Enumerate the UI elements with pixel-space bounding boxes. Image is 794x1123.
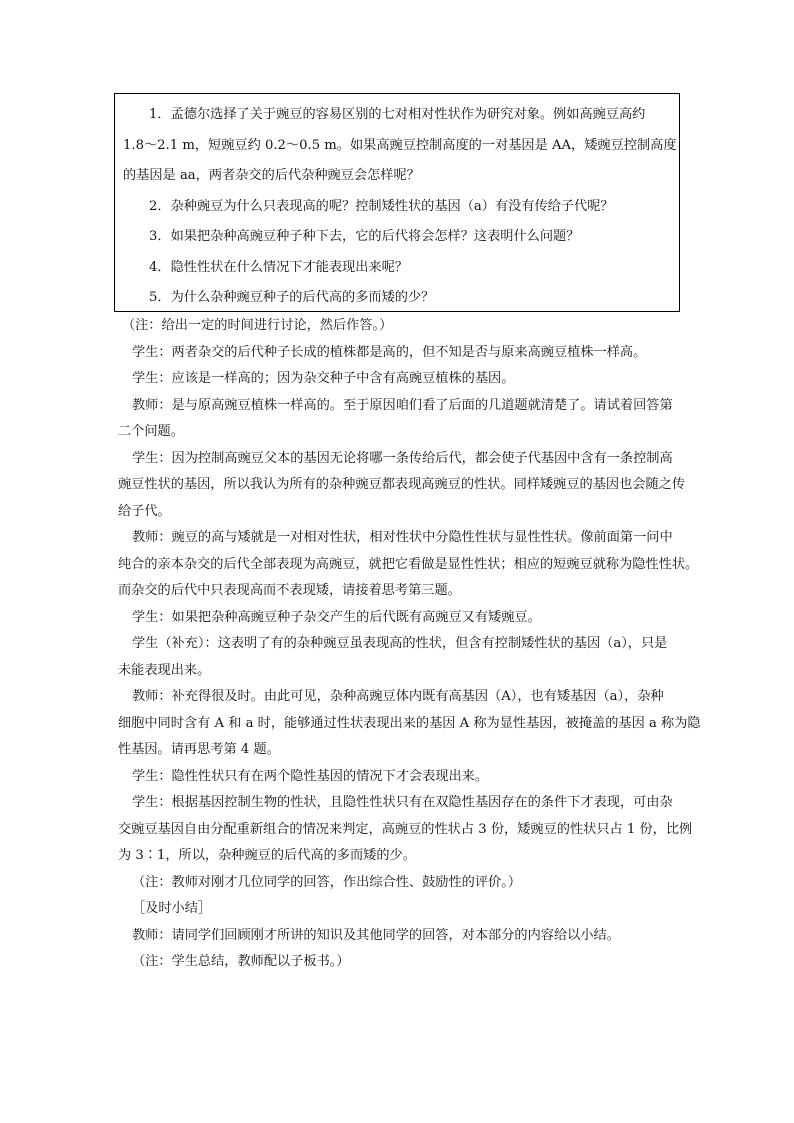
paragraph-line: 学生：如果把杂种高豌豆种子杂交产生的后代既有高豌豆又有矮豌豆。 [132,609,541,625]
question-box [114,93,680,312]
paragraph-line: 学生：隐性性状只有在两个隐性基因的情况下才会表现出来。 [132,768,489,784]
paragraph [118,366,701,393]
paragraph-line: 教师：请同学们回顾刚才所讲的知识及其他同学的回答，对本部分的内容给以小结。 [132,927,620,943]
paragraph [118,446,701,526]
question-line: 4．隐性性状在什么情况下才能表现出来呢？ [149,259,408,275]
paragraph [118,949,701,976]
paragraph-line: 豌豆性状的基因，所以我认为所有的杂种豌豆都表现高豌豆的性状。同样矮豌豆的基因也会随之传 [118,477,686,492]
paragraph-line: 纯合的亲本杂交的后代全部表现为高豌豆，就把它看做是显性性状；相应的短豌豆就称为隐性性状。 [118,556,699,572]
question-line: 3．如果把杂种高豌豆种子种下去，它的后代将会怎样？这表明什么问题？ [149,229,580,244]
paragraph-line: 学生（补充）：这表明了有的杂种豌豆虽表现高的性状，但含有控制矮性状的基因（a），只是 [132,636,668,651]
paragraph-line: 给子代。 [118,503,171,519]
paragraph [118,870,701,897]
paragraph-line: 性基因。请再思考第 4 题。 [118,742,280,757]
paragraph-line: 学生：应该是一样高的；因为杂交种子中含有高豌豆植株的基因。 [132,371,515,386]
paragraph [118,525,701,605]
question-line: 2．杂种豌豆为什么只表现高的呢？控制矮性状的基因（a）有没有传给子代呢？ [149,198,614,214]
paragraph-line: 为 3∶1，所以，杂种豌豆的后代高的多而矮的少。 [118,848,416,863]
paragraph [118,393,701,446]
paragraph [118,605,701,632]
question-line: 1.8～2.1 m，短豌豆约 0.2～0.5 m。如果高豌豆控制高度的一对基因是 AA，矮豌豆控制高度 [123,137,677,153]
paragraph-line: 教师：是与原高豌豆植株一样高的。至于原因咱们看了后面的几道题就清楚了。请试着回答第 [132,397,673,413]
paragraph-line: 而杂交的后代中只表现高而不表现矮，请接着思考第三题。 [118,583,461,598]
paragraph-line: 细胞中同时含有 A 和 a 时，能够通过性状表现出来的基因 A 称为显性基因，被掩盖的基因 a 称为隐 [118,715,701,731]
paragraph [118,684,701,764]
paragraph-line: 学生：两者杂交的后代种子长成的植株都是高的，但不知是否与原来高豌豆植株一样高。 [132,344,647,360]
paragraph-line: （注：给出一定的时间进行讨论，然后作答。） [122,318,393,333]
paragraph [118,340,701,367]
question-line: 5．为什么杂种豌豆种子的后代高的多而矮的少？ [149,290,435,305]
paragraph [118,790,701,870]
paragraph [118,313,701,340]
paragraph-line: ［及时小结］ [132,901,212,916]
paragraph-line: 二个问题。 [118,424,184,439]
paragraph [118,896,701,923]
paragraph-line: （注：教师对刚才几位同学的回答，作出综合性、鼓励性的评价。） [132,874,522,890]
paragraph-line: 学生：因为控制高豌豆父本的基因无论将哪一条传给后代，都会使子代基因中含有一条控制高 [132,450,673,466]
paragraph [118,923,701,950]
paragraph [118,764,701,791]
paragraph-line: 未能表现出来。 [118,662,211,678]
paragraph-line: 学生：根据基因控制生物的性状，且隐性性状只有在双隐性基因存在的条件下才表现，可由杂 [132,795,673,810]
paragraph-line: 交豌豆基因自由分配重新组合的情况来判定，高豌豆的性状占 3 份，矮豌豆的性状只占 1 份，比例 [118,821,693,837]
lesson-body [118,313,701,976]
paragraph-line: 教师：豌豆的高与矮就是一对相对性状，相对性状中分隐性性状与显性性状。像前面第一问中 [132,530,673,545]
paragraph-line: （注：学生总结，教师配以子板书。） [132,954,350,969]
paragraph-line: 教师：补充得很及时。由此可见，杂种高豌豆体内既有高基因（A），也有矮基因（a），杂种 [132,689,664,704]
question-line: 1．孟德尔选择了关于豌豆的容易区别的七对相对性状作为研究对象。例如高豌豆高约 [149,107,646,122]
paragraph [118,631,701,684]
question-line: 的基因是 aa，两者杂交的后代杂种豌豆会怎样呢？ [123,168,420,183]
